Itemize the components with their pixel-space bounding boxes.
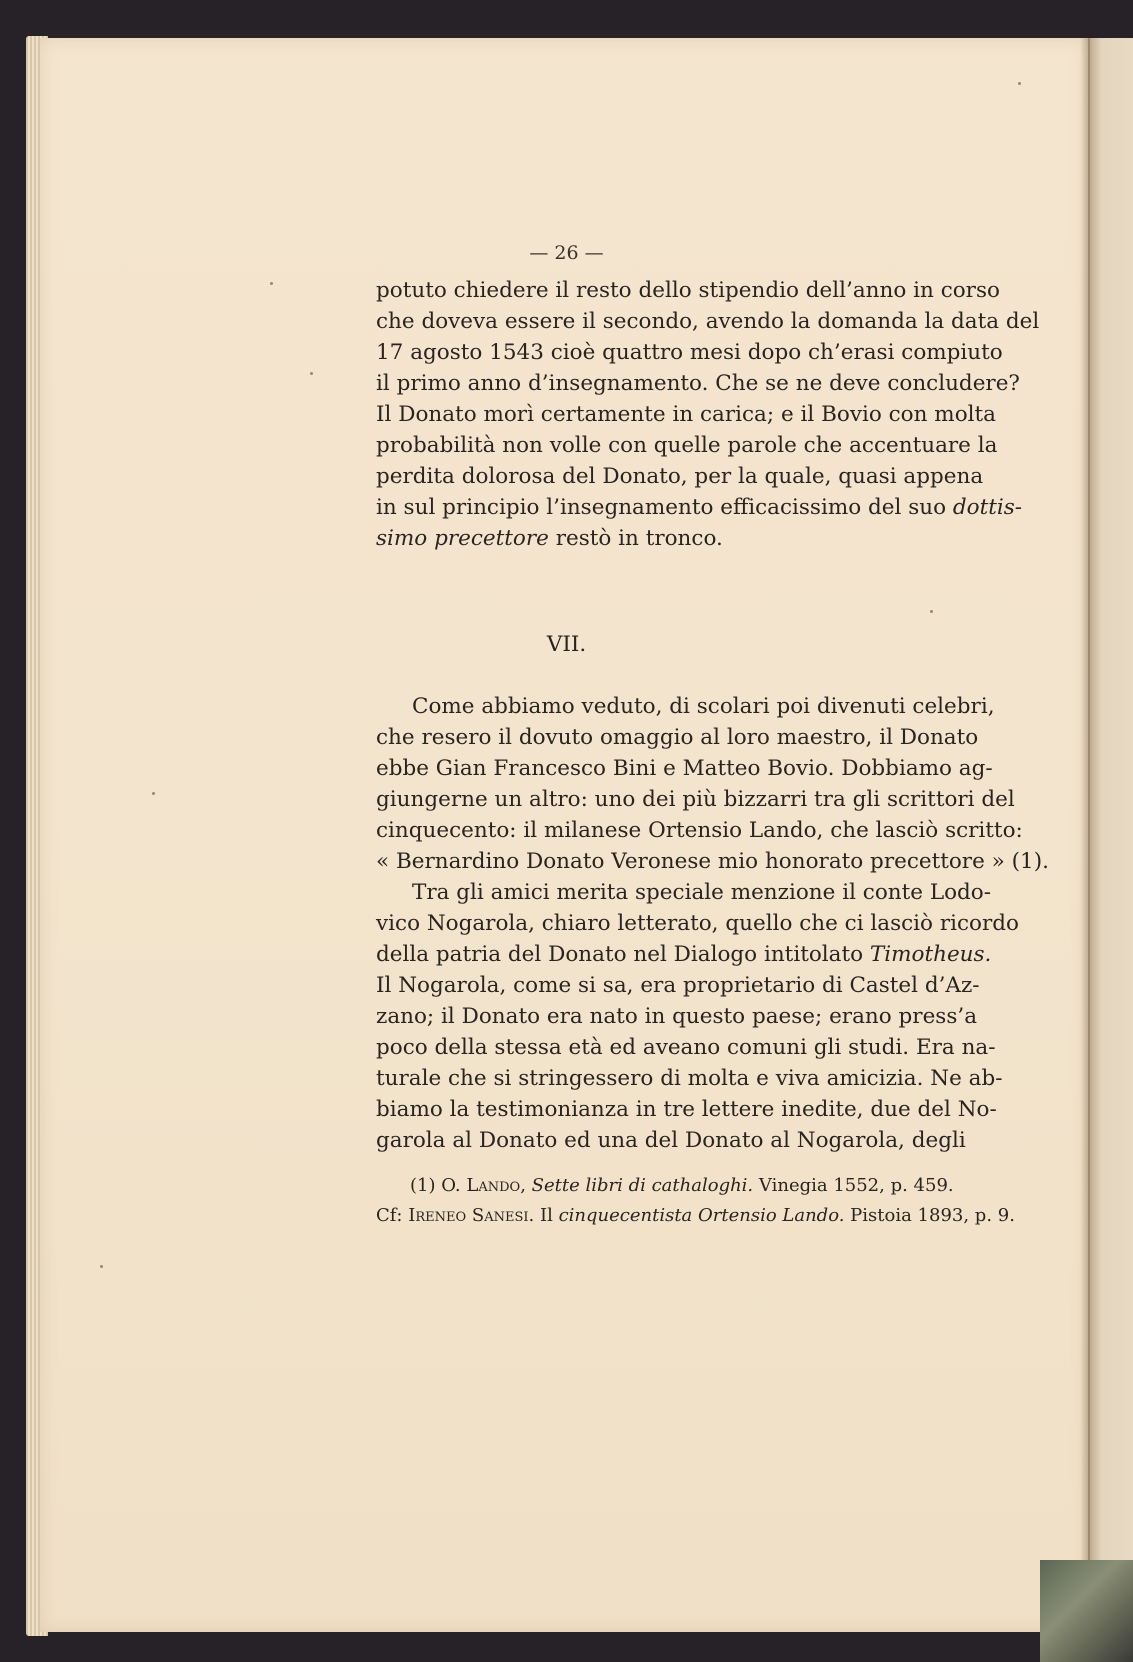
text-line: « Bernardino Donato Veronese mio honorato precettore » (1). [376,849,1049,874]
paper-speck [930,610,933,613]
text-segment: della patria del Donato nel Dialogo intitolato [376,942,864,967]
text-line: che resero il dovuto omaggio al loro maestro, il Donato [376,725,979,750]
text-line: Tra gli amici merita speciale menzione il conte Lodo- [412,880,992,905]
scan-background-corner [1040,1560,1133,1662]
text-line: ebbe Gian Francesco Bini e Matteo Bovio. Dobbiamo ag- [376,756,993,781]
footnote-citation: Pistoia 1893, p. 9. [850,1205,1015,1226]
text-line: biamo la testimonianza in tre lettere inedite, due del No- [376,1097,997,1122]
footnote-title: Sette libri di cathaloghi. [531,1175,754,1196]
text-line: cinquecento: il milanese Ortensio Lando, che lasciò scritto: [376,818,1023,843]
text-line: che doveva essere il secondo, avendo la domanda la data del [376,309,1040,334]
text-line: giungerne un altro: uno dei più bizzarri tra gli scrittori del [376,787,1015,812]
text-line [376,523,928,554]
text-line: poco della stessa età ed aveano comuni gli studi. Era na- [376,1035,996,1060]
paragraph-friends [376,877,1019,1156]
footnote-title: cinquecentista Ortensio Lando. [558,1205,845,1226]
paragraph-students [376,691,1049,877]
text-line: 17 agosto 1543 cioè quattro mesi dopo ch’erasi compiuto [376,340,1003,365]
footnote-citation: Vinegia 1552, p. 459. [758,1175,954,1196]
footnote-line [376,1201,1015,1231]
gutter-shadow [1080,38,1090,1632]
text-line: il primo anno d’insegnamento. Che se ne deve concludere? [376,371,1020,396]
page-number: — 26 — [529,242,604,264]
footnote [376,1171,1015,1231]
text-line: Il Donato morì certamente in carica; e il Bovio con molta [376,402,996,427]
footnote-line [376,1171,954,1201]
footnote-prefix: Cf: [376,1205,403,1226]
text-line [376,939,992,970]
text-segment: restò in tronco. [555,526,723,551]
text-line: probabilità non volle con quelle parole che accentuare la [376,433,998,458]
text-line: Il Nogarola, come si sa, era proprietario di Castel d’Az- [376,973,980,998]
paper-speck [270,282,273,285]
italic-title: Timotheus. [869,942,992,967]
paper-speck [310,372,313,375]
footnote-author: Ireneo Sanesi. [408,1205,535,1226]
footnote-marker: (1) O. [410,1175,461,1196]
text-line: vico Nogarola, chiaro letterato, quello che ci lasciò ricordo [376,911,1019,936]
text-line: turale che si stringessero di molta e viva amicizia. Ne ab- [376,1066,1003,1091]
text-line: potuto chiedere il resto dello stipendio dell’anno in corso [376,278,1000,303]
paper-speck [1018,82,1021,85]
text-line: garola al Donato ed una del Donato al Nogarola, degli [376,1128,966,1153]
section-heading: VII. [546,632,587,657]
text-line: zano; il Donato era nato in questo paese; erano press’a [376,1004,978,1029]
paper-speck [152,792,155,795]
paper-speck [100,1265,103,1268]
italic-phrase: dottis- [952,495,1023,520]
text-segment: in sul principio l’insegnamento efficacissimo del suo [376,495,947,520]
text-line [376,492,1023,523]
text-line: Come abbiamo veduto, di scolari poi divenuti celebri, [412,694,995,719]
paragraph-continuation [376,275,1040,554]
text-line: perdita dolorosa del Donato, per la quale, quasi appena [376,464,984,489]
adjacent-page-edge [1088,38,1133,1628]
footnote-author: Lando, [466,1175,526,1196]
italic-phrase: simo precettore [376,526,549,551]
footnote-article: Il [539,1205,553,1226]
